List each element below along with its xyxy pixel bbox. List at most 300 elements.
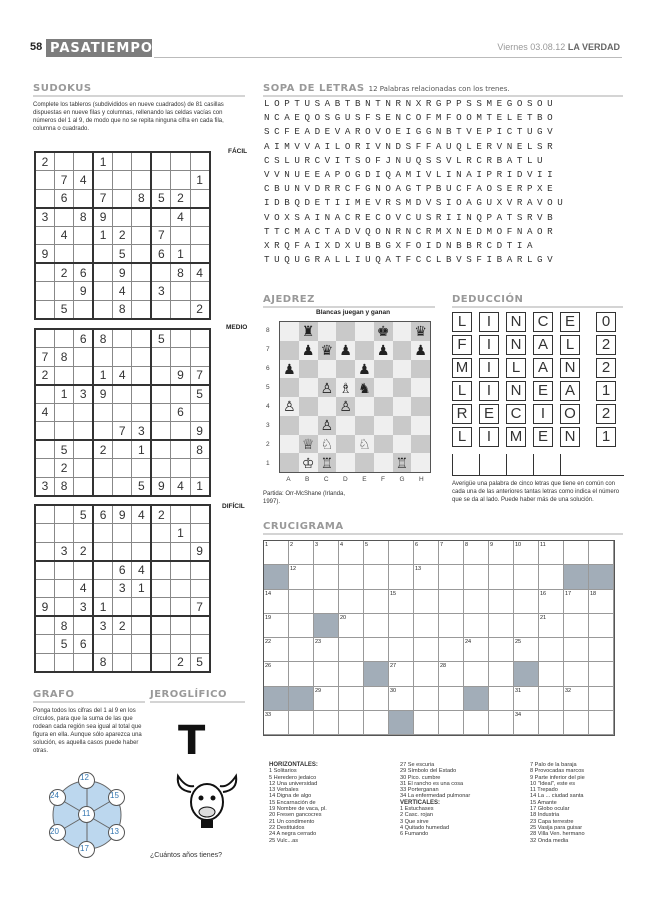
sudoku-cell[interactable]: 1: [132, 440, 151, 459]
sudoku-cell[interactable]: [93, 422, 112, 441]
sudoku-cell[interactable]: [132, 459, 151, 478]
sudoku-cell[interactable]: [54, 422, 73, 441]
sudoku-cell[interactable]: 6: [74, 263, 93, 282]
crossword-cell[interactable]: [589, 711, 614, 735]
sudoku-cell[interactable]: [171, 561, 190, 580]
sudoku-cell[interactable]: 3: [74, 598, 93, 617]
sudoku-cell[interactable]: 1: [132, 579, 151, 598]
sudoku-cell[interactable]: [93, 282, 112, 301]
sudoku-cell[interactable]: [54, 152, 73, 171]
sudoku-cell[interactable]: 2: [190, 300, 209, 319]
sudoku-cell[interactable]: 2: [35, 366, 54, 385]
crossword-cell[interactable]: 30: [389, 687, 414, 711]
sudoku-cell[interactable]: [190, 282, 209, 301]
sudoku-cell[interactable]: [54, 403, 73, 422]
sudoku-cell[interactable]: [190, 579, 209, 598]
sudoku-cell[interactable]: 6: [171, 403, 190, 422]
crossword-cell[interactable]: [339, 590, 364, 614]
sudoku-cell[interactable]: 3: [132, 422, 151, 441]
sudoku-cell[interactable]: [54, 524, 73, 543]
sudoku-cell[interactable]: 8: [54, 477, 73, 496]
sudoku-cell[interactable]: [35, 385, 54, 404]
sudoku-cell[interactable]: 9: [35, 598, 54, 617]
crossword-cell[interactable]: [314, 711, 339, 735]
sudoku-cell[interactable]: [132, 385, 151, 404]
crossword-cell[interactable]: 26: [264, 662, 289, 686]
sudoku-cell[interactable]: [35, 189, 54, 208]
sudoku-cell[interactable]: [151, 598, 170, 617]
crossword-cell[interactable]: [389, 614, 414, 638]
crossword-cell[interactable]: 10: [514, 541, 539, 565]
sudoku-cell[interactable]: [151, 542, 170, 561]
sudoku-cell[interactable]: [93, 561, 112, 580]
sudoku-cell[interactable]: [171, 542, 190, 561]
sudoku-cell[interactable]: [74, 524, 93, 543]
sudoku-cell[interactable]: [113, 542, 132, 561]
sudoku-cell[interactable]: 9: [35, 245, 54, 264]
sudoku-cell[interactable]: 3: [93, 616, 112, 635]
sudoku-cell[interactable]: [171, 348, 190, 367]
sudoku-cell[interactable]: 9: [93, 385, 112, 404]
sudoku-cell[interactable]: [74, 616, 93, 635]
sudoku-cell[interactable]: [190, 459, 209, 478]
crossword-cell[interactable]: [289, 590, 314, 614]
sudoku-cell[interactable]: [74, 459, 93, 478]
sudoku-cell[interactable]: 3: [35, 477, 54, 496]
sudoku-cell[interactable]: [113, 440, 132, 459]
sudoku-cell[interactable]: [93, 542, 112, 561]
sudoku-cell[interactable]: [35, 226, 54, 245]
sudoku-cell[interactable]: [171, 635, 190, 654]
crossword-cell[interactable]: [439, 565, 464, 589]
sudoku-cell[interactable]: [190, 245, 209, 264]
sudoku-cell[interactable]: [171, 459, 190, 478]
sudoku-cell[interactable]: [93, 245, 112, 264]
sudoku-cell[interactable]: 8: [132, 189, 151, 208]
sudoku-cell[interactable]: 1: [171, 524, 190, 543]
crossword-cell[interactable]: [339, 638, 364, 662]
sudoku-cell[interactable]: 4: [74, 579, 93, 598]
sudoku-cell[interactable]: 3: [35, 208, 54, 227]
sudoku-cell[interactable]: 5: [54, 440, 73, 459]
crossword-cell[interactable]: [414, 590, 439, 614]
crossword-cell[interactable]: 1: [264, 541, 289, 565]
crossword-cell[interactable]: [464, 590, 489, 614]
sudoku-cell[interactable]: 1: [93, 598, 112, 617]
sudoku-cell[interactable]: 6: [74, 635, 93, 654]
crossword-cell[interactable]: 5: [364, 541, 389, 565]
sudoku-cell[interactable]: [113, 635, 132, 654]
sudoku-cell[interactable]: [54, 653, 73, 672]
sudoku-cell[interactable]: 6: [54, 189, 73, 208]
sudoku-cell[interactable]: [151, 579, 170, 598]
sudoku-cell[interactable]: [151, 300, 170, 319]
crossword-cell[interactable]: 25: [514, 638, 539, 662]
crossword-cell[interactable]: 22: [264, 638, 289, 662]
crossword-cell[interactable]: [439, 590, 464, 614]
crossword-cell[interactable]: [589, 662, 614, 686]
sudoku-cell[interactable]: [113, 208, 132, 227]
crossword-cell[interactable]: 13: [414, 565, 439, 589]
sudoku-cell[interactable]: [113, 348, 132, 367]
sudoku-cell[interactable]: [35, 505, 54, 524]
sudoku-cell[interactable]: 4: [171, 208, 190, 227]
sudoku-cell[interactable]: 9: [190, 422, 209, 441]
sudoku-cell[interactable]: 9: [93, 208, 112, 227]
sudoku-cell[interactable]: [74, 422, 93, 441]
sudoku-cell[interactable]: [190, 403, 209, 422]
crossword-cell[interactable]: 27: [389, 662, 414, 686]
sudoku-cell[interactable]: 2: [93, 440, 112, 459]
sudoku-cell[interactable]: 4: [54, 226, 73, 245]
sudoku-cell[interactable]: [35, 524, 54, 543]
crossword-cell[interactable]: 21: [539, 614, 564, 638]
crossword-cell[interactable]: [414, 614, 439, 638]
sudoku-cell[interactable]: 8: [54, 616, 73, 635]
sudoku-cell[interactable]: [132, 542, 151, 561]
sudoku-cell[interactable]: [74, 366, 93, 385]
sudoku-cell[interactable]: 1: [54, 385, 73, 404]
sudoku-cell[interactable]: 6: [151, 245, 170, 264]
crossword-cell[interactable]: 9: [489, 541, 514, 565]
sudoku-cell[interactable]: [54, 208, 73, 227]
sudoku-cell[interactable]: [35, 300, 54, 319]
crossword-cell[interactable]: 6: [414, 541, 439, 565]
crossword-cell[interactable]: [389, 565, 414, 589]
sudoku-cell[interactable]: [171, 422, 190, 441]
sudoku-cell[interactable]: [93, 171, 112, 190]
crossword-cell[interactable]: 12: [289, 565, 314, 589]
sudoku-cell[interactable]: 5: [54, 300, 73, 319]
sudoku-cell[interactable]: [93, 300, 112, 319]
crossword-cell[interactable]: [439, 614, 464, 638]
sudoku-cell[interactable]: 5: [132, 477, 151, 496]
crossword-cell[interactable]: 23: [314, 638, 339, 662]
crossword-cell[interactable]: [489, 638, 514, 662]
sudoku-cell[interactable]: 5: [151, 329, 170, 348]
crossword-cell[interactable]: [464, 662, 489, 686]
sudoku-cell[interactable]: [151, 385, 170, 404]
crossword-cell[interactable]: [464, 711, 489, 735]
crossword-cell[interactable]: [539, 687, 564, 711]
sudoku-cell[interactable]: [132, 300, 151, 319]
sudoku-cell[interactable]: 5: [54, 635, 73, 654]
sudoku-cell[interactable]: [113, 152, 132, 171]
sudoku-cell[interactable]: [35, 263, 54, 282]
sudoku-cell[interactable]: [132, 598, 151, 617]
deduccion-answer-cell[interactable]: [452, 454, 479, 476]
crossword-cell[interactable]: [314, 662, 339, 686]
crossword-cell[interactable]: [389, 638, 414, 662]
crossword-cell[interactable]: [364, 711, 389, 735]
crossword-cell[interactable]: [289, 638, 314, 662]
sudoku-cell[interactable]: 6: [74, 329, 93, 348]
crossword-cell[interactable]: 14: [264, 590, 289, 614]
sudoku-cell[interactable]: [74, 561, 93, 580]
crossword-cell[interactable]: [489, 590, 514, 614]
sudoku-cell[interactable]: [54, 329, 73, 348]
crossword-cell[interactable]: 7: [439, 541, 464, 565]
sudoku-cell[interactable]: [132, 171, 151, 190]
sudoku-cell[interactable]: [113, 329, 132, 348]
sudoku-cell[interactable]: 4: [35, 403, 54, 422]
sudoku-cell[interactable]: [74, 300, 93, 319]
sudoku-cell[interactable]: 8: [113, 300, 132, 319]
sudoku-cell[interactable]: 2: [35, 152, 54, 171]
sudoku-cell[interactable]: [93, 403, 112, 422]
crossword-cell[interactable]: 11: [539, 541, 564, 565]
sudoku-cell[interactable]: [54, 245, 73, 264]
sudoku-cell[interactable]: 2: [171, 189, 190, 208]
sudoku-cell[interactable]: [35, 440, 54, 459]
sudoku-cell[interactable]: 5: [74, 505, 93, 524]
sudoku-cell[interactable]: 9: [171, 366, 190, 385]
crossword-cell[interactable]: [489, 565, 514, 589]
crossword-cell[interactable]: [564, 638, 589, 662]
sudoku-cell[interactable]: 4: [132, 505, 151, 524]
sudoku-cell[interactable]: [93, 348, 112, 367]
sudoku-cell[interactable]: [132, 152, 151, 171]
sudoku-cell[interactable]: [151, 459, 170, 478]
sudoku-cell[interactable]: 5: [190, 385, 209, 404]
sudoku-cell[interactable]: 4: [74, 171, 93, 190]
sudoku-cell[interactable]: [93, 477, 112, 496]
sudoku-cell[interactable]: [171, 440, 190, 459]
crossword-cell[interactable]: [514, 614, 539, 638]
sudoku-cell[interactable]: 8: [93, 329, 112, 348]
sudoku-cell[interactable]: 7: [35, 348, 54, 367]
crossword-cell[interactable]: 24: [464, 638, 489, 662]
sudoku-cell[interactable]: 6: [113, 561, 132, 580]
crossword-cell[interactable]: [489, 687, 514, 711]
sudoku-cell[interactable]: 2: [54, 263, 73, 282]
sudoku-cell[interactable]: 2: [151, 505, 170, 524]
crossword-cell[interactable]: [414, 662, 439, 686]
sudoku-cell[interactable]: [35, 422, 54, 441]
sudoku-cell[interactable]: [171, 329, 190, 348]
sudoku-cell[interactable]: 2: [54, 459, 73, 478]
sudoku-cell[interactable]: [74, 653, 93, 672]
crossword-cell[interactable]: 31: [514, 687, 539, 711]
crossword-cell[interactable]: [289, 614, 314, 638]
sudoku-cell[interactable]: [171, 579, 190, 598]
crossword-cell[interactable]: 2: [289, 541, 314, 565]
sudoku-cell[interactable]: [190, 189, 209, 208]
crossword-cell[interactable]: [289, 711, 314, 735]
sudoku-cell[interactable]: [151, 561, 170, 580]
crossword-cell[interactable]: 29: [314, 687, 339, 711]
sudoku-cell[interactable]: [35, 561, 54, 580]
crossword-cell[interactable]: [539, 711, 564, 735]
crossword-cell[interactable]: [589, 541, 614, 565]
sudoku-cell[interactable]: [171, 226, 190, 245]
sudoku-cell[interactable]: 5: [113, 245, 132, 264]
crossword-cell[interactable]: [389, 541, 414, 565]
sudoku-cell[interactable]: 4: [113, 366, 132, 385]
crossword-cell[interactable]: 17: [564, 590, 589, 614]
sudoku-cell[interactable]: 9: [151, 477, 170, 496]
sudoku-cell[interactable]: [190, 616, 209, 635]
sudoku-cell[interactable]: [54, 561, 73, 580]
sudoku-cell[interactable]: [74, 245, 93, 264]
sudoku-cell[interactable]: [190, 152, 209, 171]
sudoku-cell[interactable]: [151, 208, 170, 227]
crossword-cell[interactable]: 16: [539, 590, 564, 614]
sudoku-cell[interactable]: [190, 208, 209, 227]
deduccion-answer-cell[interactable]: [479, 454, 506, 476]
sudoku-cell[interactable]: [113, 385, 132, 404]
sudoku-cell[interactable]: 7: [54, 171, 73, 190]
sudoku-cell[interactable]: 8: [93, 653, 112, 672]
sudoku-cell[interactable]: [132, 226, 151, 245]
sudoku-cell[interactable]: 1: [190, 171, 209, 190]
sudoku-cell[interactable]: [151, 635, 170, 654]
sudoku-cell[interactable]: [113, 171, 132, 190]
sudoku-cell[interactable]: [190, 561, 209, 580]
sudoku-cell[interactable]: 1: [190, 477, 209, 496]
sudoku-cell[interactable]: [132, 348, 151, 367]
sudoku-cell[interactable]: [171, 385, 190, 404]
crossword-cell[interactable]: [589, 614, 614, 638]
sudoku-cell[interactable]: 3: [54, 542, 73, 561]
sudoku-cell[interactable]: 7: [93, 189, 112, 208]
sudoku-cell[interactable]: [151, 524, 170, 543]
crossword-cell[interactable]: [439, 711, 464, 735]
sudoku-cell[interactable]: [93, 579, 112, 598]
crossword-cell[interactable]: [364, 614, 389, 638]
crossword-cell[interactable]: [414, 711, 439, 735]
crossword-cell[interactable]: [339, 687, 364, 711]
crossword-cell[interactable]: [489, 711, 514, 735]
sudoku-cell[interactable]: [113, 524, 132, 543]
sudoku-cell[interactable]: 9: [113, 263, 132, 282]
sudoku-cell[interactable]: 9: [74, 282, 93, 301]
crossword-cell[interactable]: 15: [389, 590, 414, 614]
sudoku-cell[interactable]: 1: [93, 226, 112, 245]
sudoku-cell[interactable]: 2: [74, 542, 93, 561]
crossword-cell[interactable]: [514, 565, 539, 589]
crossword-cell[interactable]: 19: [264, 614, 289, 638]
crossword-cell[interactable]: [464, 614, 489, 638]
sudoku-cell[interactable]: [151, 348, 170, 367]
sudoku-cell[interactable]: [74, 348, 93, 367]
sudoku-cell[interactable]: [132, 403, 151, 422]
crossword-cell[interactable]: 4: [339, 541, 364, 565]
sudoku-cell[interactable]: [190, 348, 209, 367]
deduccion-answer-cell[interactable]: [506, 454, 533, 476]
sudoku-cell[interactable]: [132, 653, 151, 672]
sudoku-cell[interactable]: [113, 598, 132, 617]
crossword-cell[interactable]: [414, 638, 439, 662]
sudoku-cell[interactable]: [132, 524, 151, 543]
sudoku-cell[interactable]: [113, 653, 132, 672]
crossword-cell[interactable]: [364, 565, 389, 589]
sudoku-cell[interactable]: 7: [113, 422, 132, 441]
sudoku-cell[interactable]: [132, 366, 151, 385]
crossword-cell[interactable]: [414, 687, 439, 711]
crossword-cell[interactable]: [514, 590, 539, 614]
sudoku-cell[interactable]: 4: [190, 263, 209, 282]
crossword-cell[interactable]: [339, 565, 364, 589]
crossword-cell[interactable]: 3: [314, 541, 339, 565]
sudoku-cell[interactable]: [113, 189, 132, 208]
sudoku-cell[interactable]: 7: [151, 226, 170, 245]
sudoku-cell[interactable]: 8: [190, 440, 209, 459]
sudoku-cell[interactable]: [74, 440, 93, 459]
sudoku-cell[interactable]: [171, 505, 190, 524]
sudoku-cell[interactable]: [151, 440, 170, 459]
crossword-cell[interactable]: [589, 638, 614, 662]
sudoku-cell[interactable]: 4: [171, 477, 190, 496]
sudoku-cell[interactable]: 9: [190, 542, 209, 561]
sudoku-cell[interactable]: [132, 635, 151, 654]
sudoku-cell[interactable]: [74, 189, 93, 208]
crossword-cell[interactable]: [289, 662, 314, 686]
sudoku-cell[interactable]: 3: [151, 282, 170, 301]
sudoku-cell[interactable]: [132, 616, 151, 635]
sudoku-cell[interactable]: [190, 524, 209, 543]
crossword-cell[interactable]: [364, 687, 389, 711]
sudoku-cell[interactable]: 8: [54, 348, 73, 367]
sudoku-cell[interactable]: [74, 403, 93, 422]
crossword-cell[interactable]: [489, 614, 514, 638]
sudoku-cell[interactable]: [35, 579, 54, 598]
sudoku-cell[interactable]: [171, 152, 190, 171]
sudoku-cell[interactable]: 2: [171, 653, 190, 672]
sudoku-cell[interactable]: [35, 459, 54, 478]
sudoku-cell[interactable]: [113, 403, 132, 422]
crossword-cell[interactable]: 34: [514, 711, 539, 735]
crossword-cell[interactable]: [339, 711, 364, 735]
sudoku-cell[interactable]: [35, 282, 54, 301]
sudoku-cell[interactable]: 1: [93, 366, 112, 385]
sudoku-cell[interactable]: [54, 505, 73, 524]
sudoku-cell[interactable]: [151, 616, 170, 635]
sudoku-cell[interactable]: [74, 477, 93, 496]
sudoku-cell[interactable]: [54, 366, 73, 385]
crossword-cell[interactable]: [489, 662, 514, 686]
sudoku-cell[interactable]: 5: [151, 189, 170, 208]
sudoku-cell[interactable]: 1: [171, 245, 190, 264]
sudoku-cell[interactable]: 6: [93, 505, 112, 524]
crossword-cell[interactable]: 18: [589, 590, 614, 614]
sudoku-cell[interactable]: [171, 616, 190, 635]
sudoku-cell[interactable]: [132, 329, 151, 348]
sudoku-cell[interactable]: [35, 653, 54, 672]
sudoku-cell[interactable]: [151, 152, 170, 171]
sudoku-cell[interactable]: [190, 505, 209, 524]
sudoku-cell[interactable]: [132, 263, 151, 282]
deduccion-answer-cell[interactable]: [560, 454, 587, 476]
deduccion-answer-cell[interactable]: [533, 454, 560, 476]
sudoku-cell[interactable]: [151, 366, 170, 385]
sudoku-cell[interactable]: 2: [113, 616, 132, 635]
crossword-cell[interactable]: [339, 662, 364, 686]
sudoku-cell[interactable]: [151, 263, 170, 282]
sudoku-cell[interactable]: [35, 616, 54, 635]
crossword-cell[interactable]: [464, 565, 489, 589]
sudoku-cell[interactable]: [113, 477, 132, 496]
sudoku-cell[interactable]: [93, 524, 112, 543]
crossword-cell[interactable]: [564, 614, 589, 638]
sudoku-cell[interactable]: [93, 459, 112, 478]
crossword-cell[interactable]: 28: [439, 662, 464, 686]
sudoku-cell[interactable]: [132, 208, 151, 227]
crossword-cell[interactable]: [439, 687, 464, 711]
sudoku-cell[interactable]: 3: [113, 579, 132, 598]
sudoku-cell[interactable]: 4: [113, 282, 132, 301]
sudoku-cell[interactable]: 1: [93, 152, 112, 171]
